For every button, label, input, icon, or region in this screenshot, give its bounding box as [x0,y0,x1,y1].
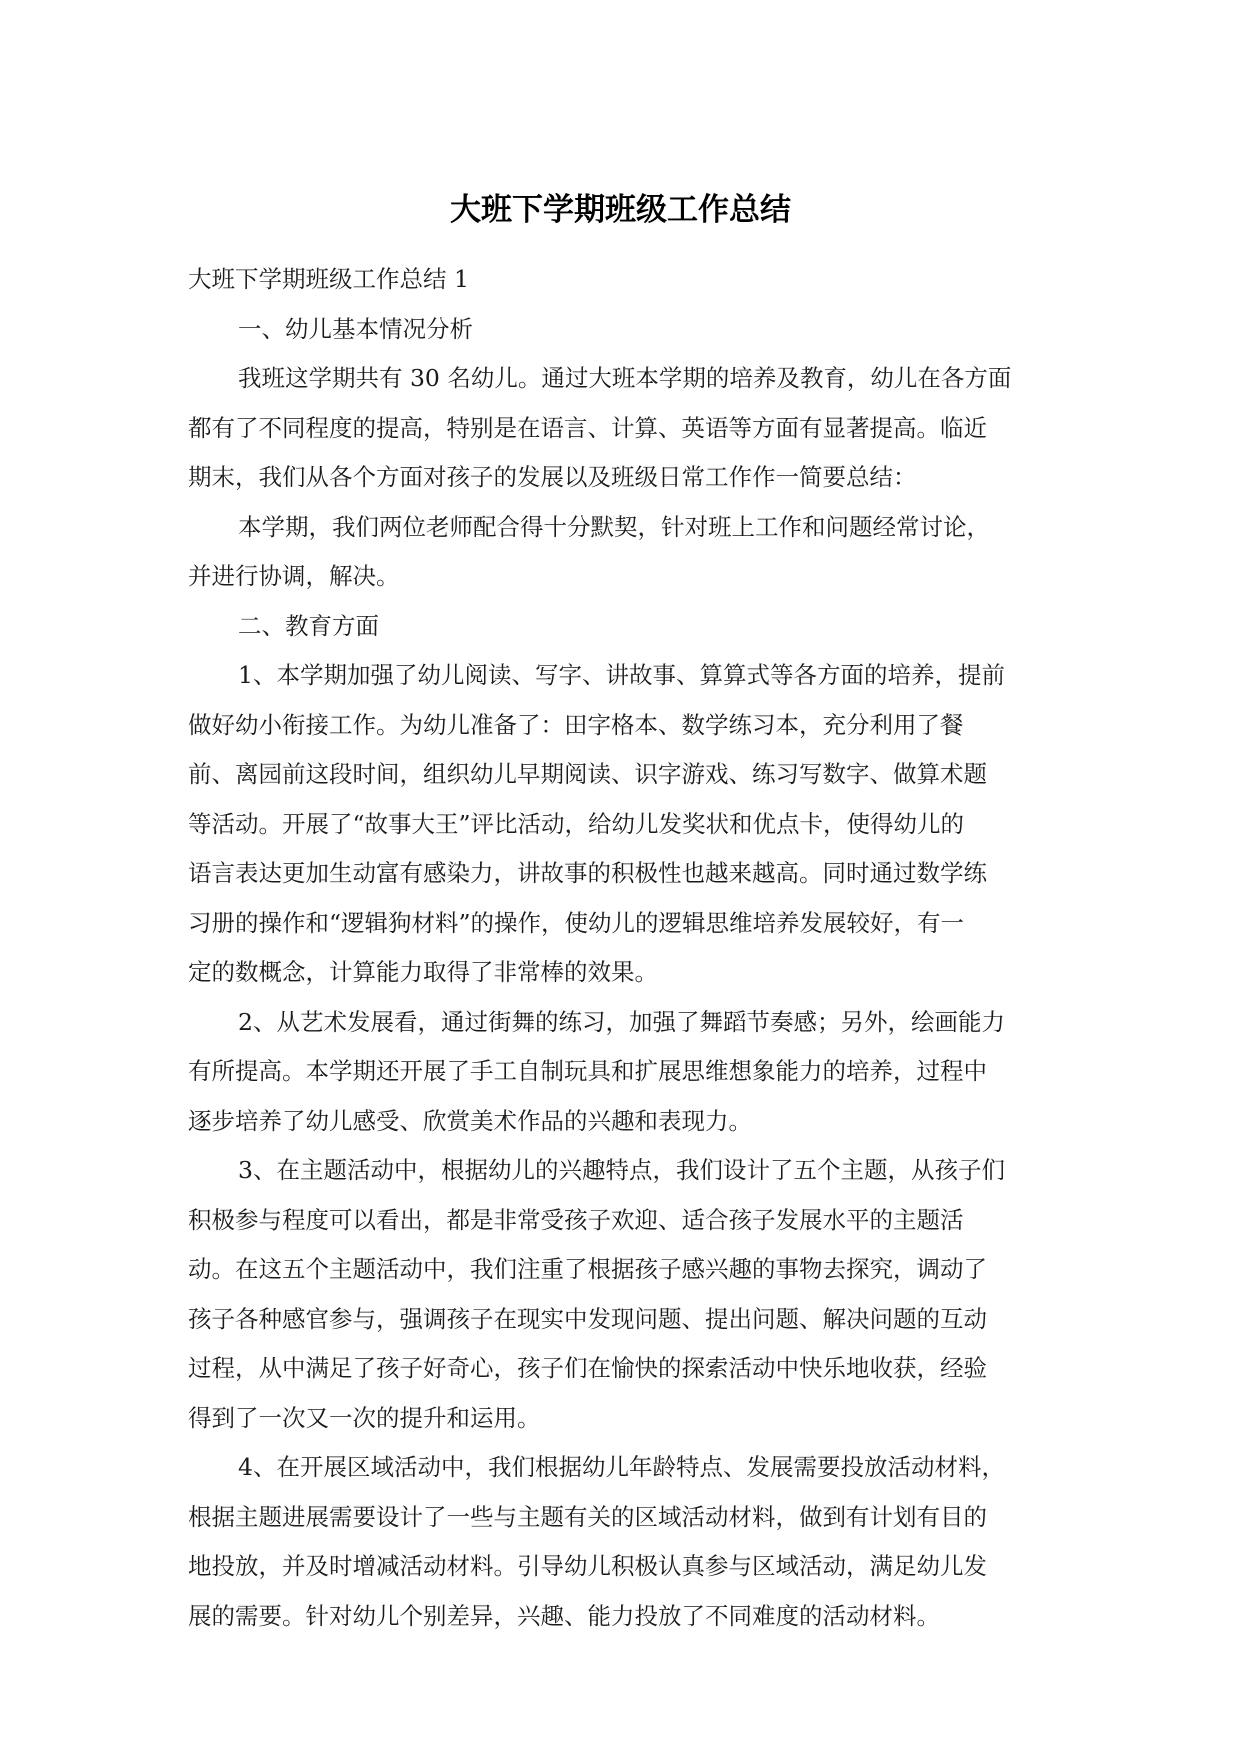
text-line: 等活动。开展了“故事大王”评比活动，给幼儿发奖状和优点卡，使得幼儿的 [188,809,965,838]
text-line: 过程，从中满足了孩子好奇心，孩子们在愉快的探索活动中快乐地收获，经验 [188,1354,987,1382]
text-line: 地投放，并及时增减活动材料。引导幼儿积极认真参与区域活动，满足幼儿发 [188,1552,987,1580]
text-line: 定的数概念，计算能力取得了非常棒的效果。 [188,958,658,986]
text-line: 我班这学期共有 30 名幼儿。通过大班本学期的培养及教育，幼儿在各方面 [238,364,1012,392]
text-line: 有所提高。本学期还开展了手工自制玩具和扩展思维想象能力的培养，过程中 [188,1057,987,1085]
text-line: 大班下学期班级工作总结 1 [188,265,469,293]
text-line: 动。在这五个主题活动中，我们注重了根据孩子感兴趣的事物去探究，调动了 [188,1255,987,1283]
text-line: 前、离园前这段时间，组织幼儿早期阅读、识字游戏、练习写数字、做算术题 [188,760,987,788]
text-line: 本学期，我们两位老师配合得十分默契，针对班上工作和问题经常讨论， [238,512,990,541]
text-line: 孩子各种感官参与，强调孩子在现实中发现问题、提出问题、解决问题的互动 [188,1304,987,1333]
text-line: 根据主题进展需要设计了一些与主题有关的区域活动材料，做到有计划有目的 [188,1502,987,1531]
text-line: 一、幼儿基本情况分析 [238,314,473,343]
text-line: 并进行协调，解决。 [188,562,400,590]
text-line: 得到了一次又一次的提升和运用。 [188,1403,541,1432]
text-line: 4、在开展区域活动中，我们根据幼儿年龄特点、发展需要投放活动材料， [238,1453,1005,1481]
text-line: 展的需要。针对幼儿个别差异，兴趣、能力投放了不同难度的活动材料。 [188,1601,940,1630]
text-line: 3、在主题活动中，根据幼儿的兴趣特点，我们设计了五个主题，从孩子们 [238,1156,1005,1184]
text-line: 期末，我们从各个方面对孩子的发展以及班级日常工作作一简要总结： [188,463,917,491]
text-line: 1、本学期加强了幼儿阅读、写字、讲故事、算算式等各方面的培养，提前 [238,661,1005,689]
text-line: 积极参与程度可以看出，都是非常受孩子欢迎、适合孩子发展水平的主题活 [188,1205,964,1234]
document-body [188,255,1048,1641]
text-line: 逐步培养了幼儿感受、欣赏美术作品的兴趣和表现力。 [188,1106,752,1135]
document-title: 大班下学期班级工作总结 [450,192,791,228]
text-line: 二、教育方面 [238,611,379,640]
text-line: 语言表达更加生动富有感染力，讲故事的积极性也越来越高。同时通过数学练 [188,859,987,887]
text-line: 习册的操作和“逻辑狗材料”的操作，使幼儿的逻辑思维培养发展较好，有一 [188,908,965,937]
text-line: 2、从艺术发展看，通过街舞的练习，加强了舞蹈节奏感；另外，绘画能力 [238,1007,1005,1036]
text-line: 做好幼小衔接工作。为幼儿准备了：田字格本、数学练习本，充分利用了餐 [188,710,964,739]
text-line: 都有了不同程度的提高，特别是在语言、计算、英语等方面有显著提高。临近 [188,413,987,442]
